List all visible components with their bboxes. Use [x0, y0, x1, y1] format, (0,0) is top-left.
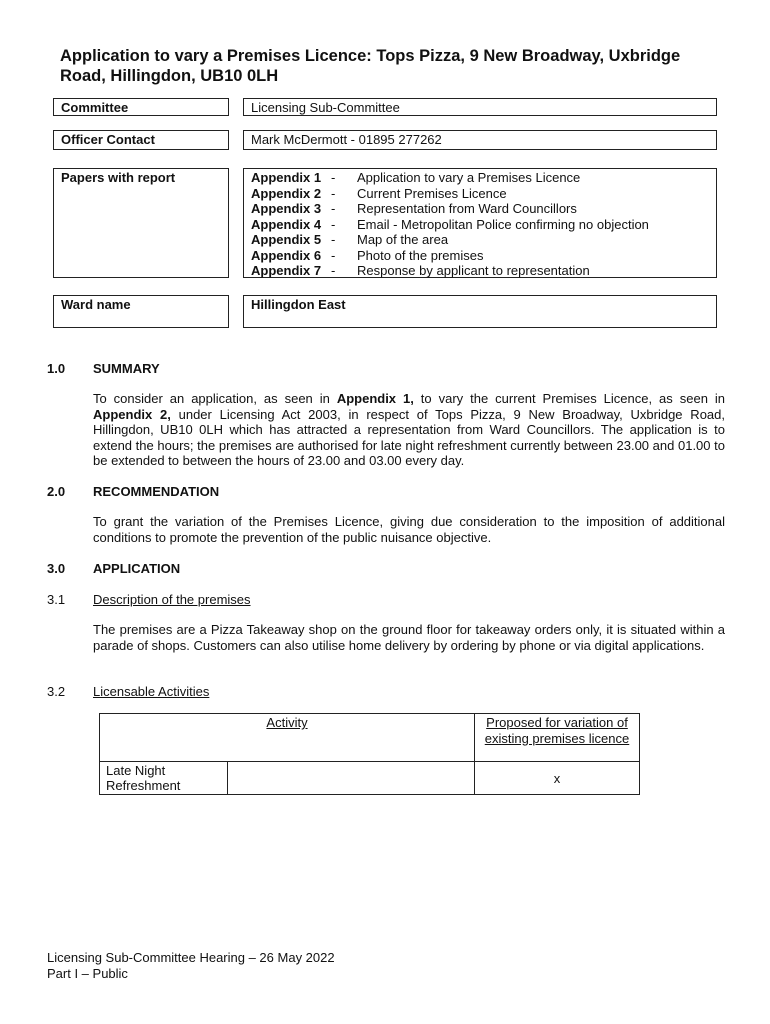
summary-text: To consider an application, as seen in: [93, 391, 337, 406]
appendix-number: Appendix 5: [251, 232, 322, 247]
appendix-number: Appendix 4: [251, 216, 322, 232]
ward-label: Ward name: [61, 297, 131, 312]
appendix-description: Photo of the premises: [357, 247, 484, 263]
column-header-proposed: [475, 714, 640, 762]
appendix-number: Appendix 7: [251, 263, 322, 278]
page-footer: [47, 950, 335, 982]
table-row: [100, 762, 640, 795]
officer-value: Mark McDermott - 01895 277262: [251, 132, 442, 147]
activity-header-text: Activity: [266, 715, 308, 730]
section-heading-recommendation: RECOMMENDATION: [93, 484, 220, 499]
appendix-dash: -: [331, 263, 336, 278]
committee-label: Committee: [61, 100, 129, 115]
appendix-description: Representation from Ward Councillors: [357, 201, 577, 216]
appendix-4: [251, 217, 649, 233]
appendix-dash: -: [331, 247, 336, 263]
activity-cell: Late Night Refreshment: [100, 762, 228, 795]
subsection-number: 3.1: [47, 592, 66, 607]
subsection-heading-activities: Licensable Activities: [93, 684, 210, 699]
appendix-description: Current Premises Licence: [357, 185, 507, 201]
papers-label: Papers with report: [61, 170, 176, 185]
appendix-dash: -: [331, 216, 336, 232]
officer-label-box: [53, 130, 229, 150]
appendix-dash: -: [331, 185, 336, 201]
appendix-2: [251, 186, 649, 202]
officer-value-box: [243, 130, 717, 150]
section-number: 2.0: [47, 484, 66, 499]
appendix-description: Map of the area: [357, 232, 449, 247]
proposed-mark-cell: x: [475, 762, 640, 795]
section-number: 3.0: [47, 561, 66, 576]
activity-detail-cell: [228, 762, 475, 795]
appendix-description: Application to vary a Premises Licence: [357, 170, 581, 185]
appendix-number: Appendix 3: [251, 201, 322, 216]
appendix-dash: -: [331, 201, 336, 216]
recommendation-paragraph: To grant the variation of the Premises Licence, giving due consideration to the imposition of additional conditions to promote the prevention of the public nuisance objective.: [93, 514, 725, 545]
appendix-7: [251, 263, 649, 279]
premises-paragraph: The premises are a Pizza Takeaway shop on the ground floor for takeaway orders only, it is situated within a parade of shops. Customers can also utilise home delivery by ordering by phone or via digital applications.: [93, 622, 725, 653]
committee-value-box: [243, 98, 717, 116]
section-heading-application: APPLICATION: [93, 561, 181, 576]
summary-text: to vary the current Premises Licence, as seen in: [413, 391, 725, 406]
ward-value: Hillingdon East: [251, 297, 346, 312]
appendix-description: Response by applicant to representation: [357, 263, 590, 278]
appendix-5: [251, 232, 649, 248]
summary-text: under Licensing Act 2003, in respect of Tops Pizza, 9 New Broadway, Uxbridge Road, Hillingdon, UB10 0LH which has attracted a representation from Ward Councillors. The application is to extend the hours; the premises are authorised for late night refreshment currently between 23.00 and 01.00 to be extended to between the hours of 23.00 and 03.00 every day.: [93, 406, 725, 469]
appendix-number: Appendix 2: [251, 185, 322, 201]
summary-paragraph: [93, 391, 725, 469]
appendix-3: [251, 201, 649, 217]
ward-label-box: [53, 295, 229, 328]
footer-part: Part I – Public: [47, 966, 128, 981]
ward-value-box: [243, 295, 717, 328]
summary-appendix-ref: Appendix 1,: [336, 391, 414, 406]
committee-label-box: [53, 98, 229, 116]
appendix-number: Appendix 6: [251, 247, 322, 263]
papers-value-box: [243, 168, 717, 278]
section-heading-summary: SUMMARY: [93, 361, 160, 376]
footer-hearing-date: Licensing Sub-Committee Hearing – 26 May 2022: [47, 950, 335, 965]
subsection-number: 3.2: [47, 684, 66, 699]
proposed-header-text: Proposed for variation of existing premises licence: [484, 715, 630, 746]
appendix-number: Appendix 1: [251, 170, 322, 185]
committee-value: Licensing Sub-Committee: [251, 100, 400, 115]
summary-appendix-ref: Appendix 2,: [93, 406, 171, 422]
officer-label: Officer Contact: [61, 132, 155, 147]
subsection-heading-premises: Description of the premises: [93, 592, 251, 607]
appendix-6: [251, 248, 649, 264]
appendix-dash: -: [331, 170, 336, 185]
section-number: 1.0: [47, 361, 66, 376]
table-header-row: [100, 714, 640, 762]
column-header-activity: [100, 714, 475, 762]
papers-label-box: [53, 168, 229, 278]
page-title: Application to vary a Premises Licence: Tops Pizza, 9 New Broadway, Uxbridge Road, Hillingdon, UB10 0LH: [60, 47, 681, 85]
appendix-list: [251, 170, 649, 279]
appendix-1: [251, 170, 649, 186]
licensable-activities-table: [99, 713, 640, 795]
appendix-dash: -: [331, 232, 336, 247]
appendix-description: Email - Metropolitan Police confirming no objection: [357, 216, 649, 232]
